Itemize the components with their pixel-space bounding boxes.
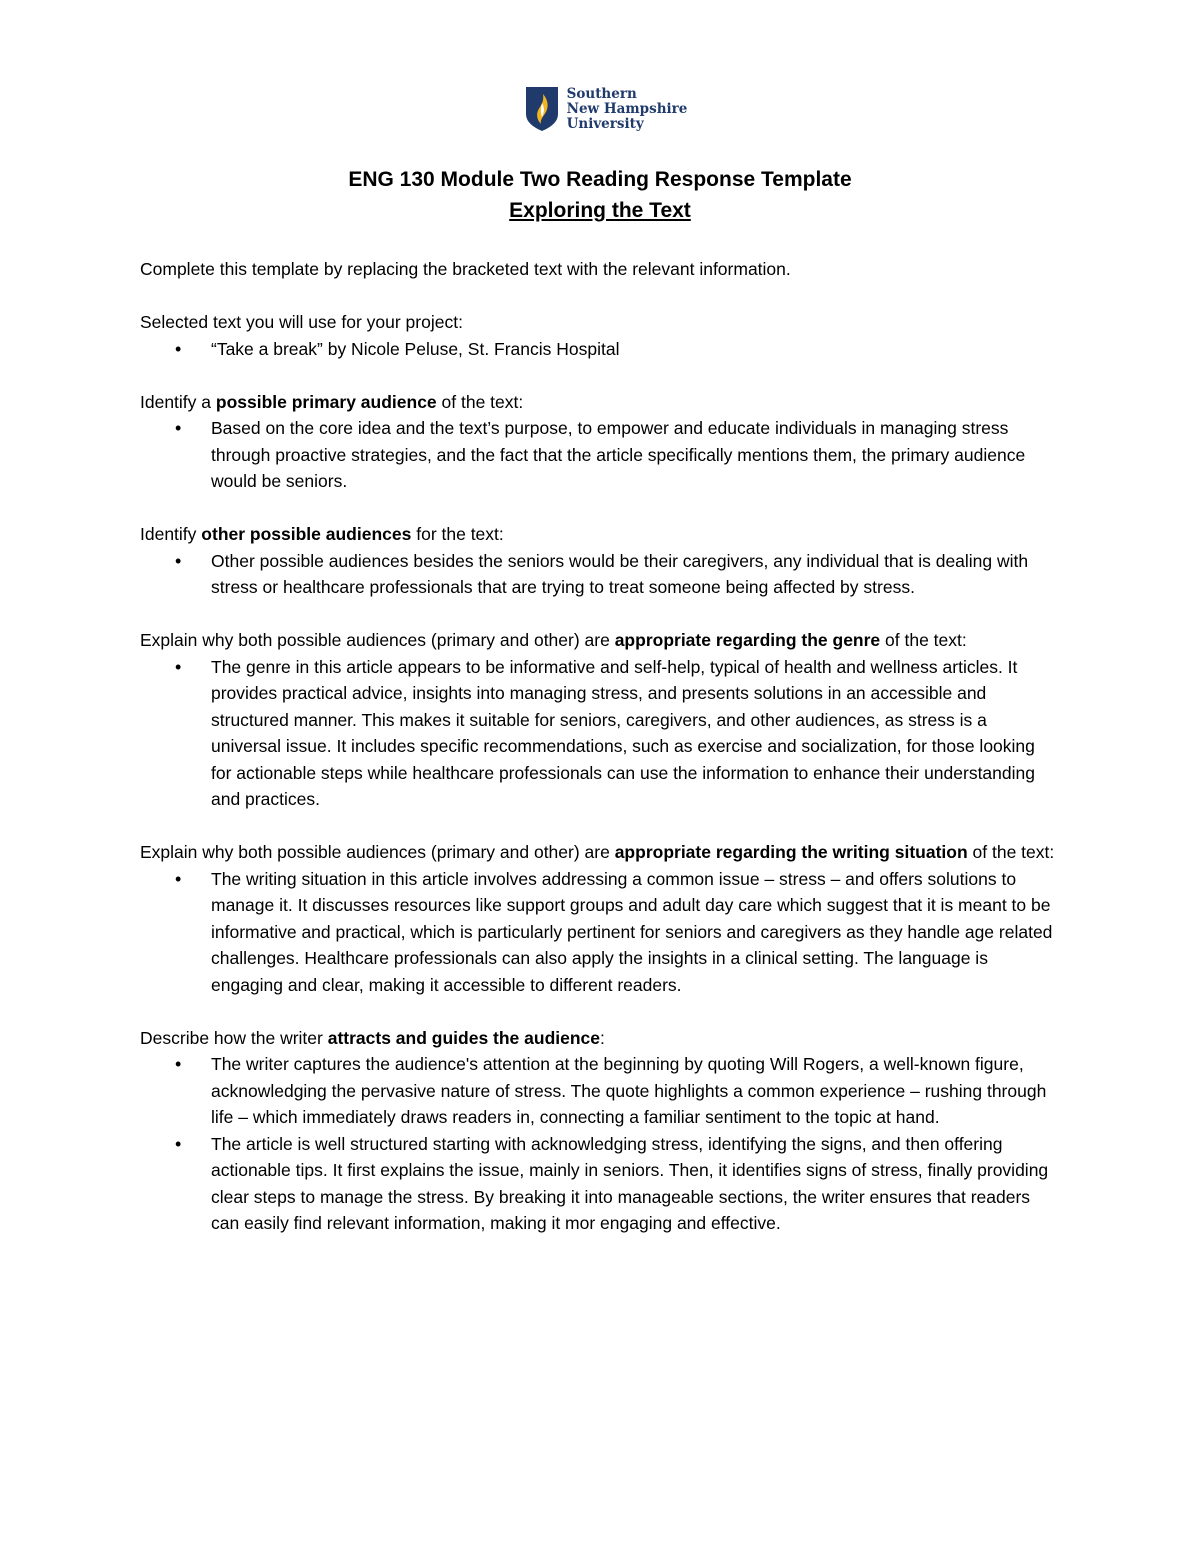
logo-wordmark	[567, 87, 688, 132]
university-logo	[152, 80, 1060, 138]
list-item-text: Other possible audiences besides the seniors would be their caregivers, any individual that is dealing with stress or healthcare professionals that are trying to treat someone being affected by stress.	[211, 550, 1029, 597]
list-item	[140, 654, 1060, 813]
prompt-text: Describe how the writer	[140, 1027, 328, 1048]
bullet-icon: •	[175, 418, 182, 438]
section-prompt: Selected text you will use for your project:	[140, 312, 463, 332]
prompt-text: Explain why both possible audiences (primary and other) are	[140, 842, 615, 862]
list-item	[140, 548, 1060, 601]
logo-line-2: New Hampshire	[566, 100, 688, 117]
prompt-emphasis: attracts and guides the audience	[327, 1027, 601, 1048]
bullet-icon: •	[175, 1133, 182, 1154]
section-prompt	[140, 839, 1060, 866]
list-item-text: The writing situation in this article involves addressing a common issue – stress – and offers solutions to manage it. It discusses resources like support groups and adult day care which suggest that it is meant to be informative and practical, which is particularly pertinent for seniors and caregivers as they handle age related challenges. Healthcare professionals can also apply the insights in a clinical setting. The language is engaging and clear, making it accessible to different readers.	[211, 868, 1053, 995]
section-prompt	[140, 389, 1060, 416]
prompt-emphasis: appropriate regarding the genre	[614, 630, 881, 650]
page-title: ENG 130 Module Two Reading Response Template	[348, 168, 852, 191]
logo-line-1: Southern	[566, 85, 637, 102]
prompt-text: for the text:	[411, 524, 504, 544]
intro-instructions: Complete this template by replacing the bracketed text with the relevant information.	[140, 259, 791, 279]
list-item	[140, 1051, 1060, 1131]
bullet-icon: •	[175, 550, 182, 571]
list-item-text: The writer captures the audience's attention at the beginning by quoting Will Rogers, a well-known figure, acknowledging the pervasive nature of stress. The quote highlights a common experience – rushing through life – which immediately draws readers in, connecting a familiar sentiment to the topic at hand.	[211, 1054, 1047, 1127]
prompt-emphasis: other possible audiences	[201, 524, 412, 544]
document-page	[140, 80, 1060, 1237]
section-prompt	[140, 1025, 1060, 1052]
prompt-text: Identify	[140, 524, 202, 544]
bullet-icon: •	[175, 656, 182, 677]
section-writing-situation	[140, 839, 1060, 998]
bullet-icon: •	[175, 338, 182, 359]
prompt-text: Identify a	[140, 391, 216, 412]
list-item-text: “Take a break” by Nicole Peluse, St. Francis Hospital	[211, 338, 620, 359]
list-item	[140, 1131, 1060, 1237]
list-item-text: The genre in this article appears to be informative and self-help, typical of health and wellness articles. It provides practical advice, insights into managing stress, and presents solutions in an accessible and structured manner. This makes it suitable for seniors, caregivers, and other audiences, as stress is a universal issue. It includes specific recommendations, such as exercise and socialization, for those looking for actionable steps while healthcare professionals can use the information to enhance their understanding and practices.	[211, 656, 1035, 809]
prompt-text: :	[600, 1027, 605, 1048]
bullet-icon: •	[175, 1054, 182, 1074]
section-selected-text	[140, 309, 1060, 362]
section-primary-audience	[140, 389, 1060, 495]
bullet-icon: •	[175, 868, 182, 889]
prompt-emphasis: possible primary audience	[215, 391, 437, 412]
page-subtitle: Exploring the Text	[509, 199, 691, 222]
prompt-emphasis: appropriate regarding the writing situation	[614, 842, 968, 862]
shield-flame-icon	[525, 86, 559, 132]
list-item-text: The article is well structured starting with acknowledging stress, identifying the signs, and then offering actionable tips. It first explains the issue, mainly in seniors. Then, it identifies signs of stress, finally providing clear steps to manage the stress. By breaking it into manageable sections, the writer ensures that readers can easily find relevant information, making it mor engaging and effective.	[211, 1133, 1049, 1233]
section-other-audiences	[140, 521, 1060, 601]
prompt-text: of the text:	[880, 630, 967, 650]
logo-line-3: University	[566, 115, 644, 132]
section-attracts-guides	[140, 1025, 1060, 1237]
document-title	[140, 164, 1060, 226]
list-item-text: Based on the core idea and the text’s purpose, to empower and educate individuals in managing stress through proactive strategies, and the fact that the article specifically mentions them, the primary audience would be seniors.	[211, 418, 1026, 491]
prompt-text: Explain why both possible audiences (primary and other) are	[140, 630, 615, 650]
section-prompt	[140, 627, 1060, 654]
list-item	[140, 415, 1060, 495]
list-item	[140, 336, 1060, 363]
section-genre	[140, 627, 1060, 813]
list-item	[140, 866, 1060, 999]
prompt-text: of the text:	[967, 842, 1055, 862]
prompt-text: of the text:	[436, 391, 524, 412]
section-prompt	[140, 521, 1060, 548]
